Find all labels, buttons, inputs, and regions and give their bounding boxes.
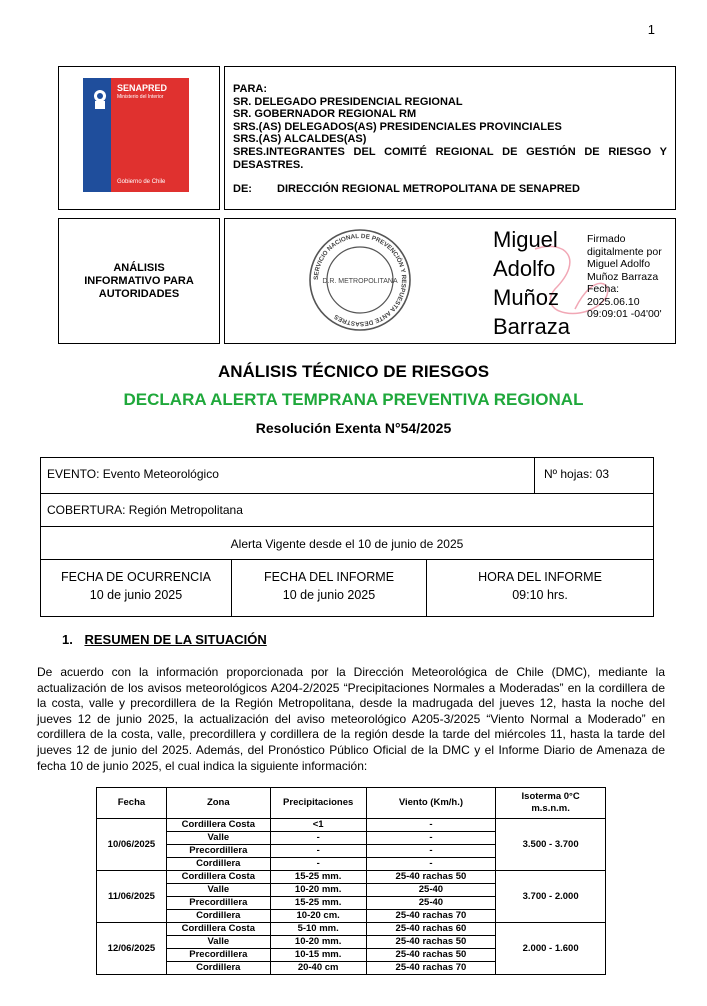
wind-cell: 25-40 rachas 50 [366, 949, 496, 962]
isotherm-cell: 3.700 - 2.000 [496, 871, 606, 923]
wind-cell: 25-40 rachas 60 [366, 923, 496, 936]
from-line [233, 183, 580, 196]
zone-cell: Precordillera [166, 949, 270, 962]
header-fecha: Fecha [97, 788, 167, 819]
stamp-center-text: D.R. METROPOLITANA [322, 278, 398, 285]
wind-cell: 25-40 [366, 897, 496, 910]
header-precipitaciones: Precipitaciones [270, 788, 366, 819]
precipitation-cell: 10-20 mm. [270, 936, 366, 949]
page-number: 1 [647, 22, 655, 37]
table-header-row [97, 788, 606, 819]
recipient-line: SRES.INTEGRANTES DEL COMITÉ REGIONAL DE GESTIÓN DE RIESGO Y DESASTRES. [233, 145, 667, 171]
wind-cell: - [366, 832, 496, 845]
zone-cell: Cordillera Costa [166, 923, 270, 936]
header-viento: Viento (Km/h.) [366, 788, 496, 819]
from-value: DIRECCIÓN REGIONAL METROPOLITANA DE SENAPRED [277, 183, 580, 195]
isotherm-cell: 2.000 - 1.600 [496, 923, 606, 975]
official-stamp-icon [307, 223, 413, 337]
wind-cell: - [366, 819, 496, 832]
zone-cell: Precordillera [166, 897, 270, 910]
recipient-line: SRS.(AS) DELEGADOS(AS) PRESIDENCIALES PROVINCIALES [233, 120, 562, 133]
precipitation-cell: 5-10 mm. [270, 923, 366, 936]
forecast-table [96, 787, 606, 975]
date-cell: 10/06/2025 [97, 819, 167, 871]
wind-cell: - [366, 845, 496, 858]
zone-cell: Cordillera [166, 910, 270, 923]
section-number: 1. [62, 632, 73, 647]
precipitation-cell: - [270, 845, 366, 858]
wind-cell: - [366, 858, 496, 871]
event-type: EVENTO: Evento Meteorológico [47, 467, 219, 481]
recipient-line: SR. GOBERNADOR REGIONAL RM [233, 108, 417, 121]
event-info-table [40, 457, 654, 617]
recipient-line: SR. DELEGADO PRESIDENCIAL REGIONAL [233, 95, 463, 108]
section-title: RESUMEN DE LA SITUACIÓN [84, 632, 267, 647]
coverage-row [41, 494, 653, 527]
signature-details: Firmado digitalmente por Miguel Adolfo Muñoz Barraza Fecha: 2025.06.10 09:09:01 -04'00' [587, 233, 662, 320]
zone-cell: Cordillera [166, 858, 270, 871]
situation-summary: De acuerdo con la información proporcionada por la Dirección Meteorológica de Chile (DMC), mediante la actualización de los avisos meteorológicos A204-2/2025 “Precipitaciones Normales a Moderadas” en la cordillera de la costa, valle y precordillera de la Región Metropolitana, desde la madrugada del jueves 12, hasta la noche del jueves 12 de junio 2025, la actualización del aviso meteorológico A205-3/2025 “Viento Normal a Moderado” en cordillera de la costa, valle, precordillera y cordillera de la región desde la tarde del miércoles 11, hasta la tarde del jueves 12 de junio del 2025. Además, del Pronóstico Público Oficial de la DMC y el Informe Diario de Amenaza de fecha 10 de junio 2025, el cual indica la siguiente información: [37, 665, 665, 773]
logo-government: Gobierno de Chile [117, 179, 166, 185]
section-heading [62, 632, 267, 647]
report-time-cell: HORA DEL INFORME 09:10 hrs. [478, 570, 602, 602]
wind-cell: 25-40 rachas 70 [366, 910, 496, 923]
table-row [97, 923, 606, 936]
logo-brand: SENAPRED [117, 83, 168, 93]
precipitation-cell: 15-25 mm. [270, 897, 366, 910]
date-cell: 11/06/2025 [97, 871, 167, 923]
header-zona: Zona [166, 788, 270, 819]
resolution-number: Resolución Exenta N°54/2025 [255, 420, 452, 436]
precipitation-cell: 20-40 cm [270, 962, 366, 975]
precipitation-cell: 10-20 mm. [270, 884, 366, 897]
report-type-box [58, 218, 220, 344]
validity-row [41, 527, 653, 560]
dates-row [41, 560, 653, 616]
zone-cell: Cordillera Costa [166, 871, 270, 884]
recipient-line: SRS.(AS) ALCALDES(AS) [233, 133, 367, 146]
zone-cell: Valle [166, 936, 270, 949]
precipitation-cell: - [270, 858, 366, 871]
svg-text:SERVICIO NACIONAL DE PREVENCIÓ: SERVICIO NACIONAL DE PREVENCIÓN Y RESPUESTA ANTE DESASTRES [312, 232, 408, 328]
table-row [97, 819, 606, 832]
zone-cell: Cordillera [166, 962, 270, 975]
wind-cell: 25-40 rachas 50 [366, 871, 496, 884]
wind-cell: 25-40 [366, 884, 496, 897]
report-date-cell: FECHA DEL INFORME 10 de junio 2025 [263, 570, 395, 602]
zone-cell: Valle [166, 884, 270, 897]
senapred-logo-box [58, 66, 220, 210]
stamp-signature-box [224, 218, 676, 344]
alert-validity: Alerta Vigente desde el 10 de junio de 2025 [230, 537, 464, 551]
isotherm-cell: 3.500 - 3.700 [496, 819, 606, 871]
recipient-line: PARA: [233, 83, 268, 95]
signer-name: Miguel Adolfo Muñoz Barraza [493, 227, 571, 339]
precipitation-cell: 10-15 mm. [270, 949, 366, 962]
recipients-box [224, 66, 676, 210]
document-title: ANÁLISIS TÉCNICO DE RIESGOS [217, 362, 490, 381]
zone-cell: Valle [166, 832, 270, 845]
occurrence-date-cell: FECHA DE OCURRENCIA 10 de junio 2025 [60, 570, 212, 602]
from-label: DE: [233, 183, 252, 195]
event-row [41, 458, 653, 494]
coverage: COBERTURA: Región Metropolitana [47, 503, 243, 517]
precipitation-cell: 15-25 mm. [270, 871, 366, 884]
precipitation-cell: - [270, 832, 366, 845]
header-isoterma: Isoterma 0°C m.s.n.m. [496, 788, 606, 819]
zone-cell: Precordillera [166, 845, 270, 858]
precipitation-cell: 10-20 cm. [270, 910, 366, 923]
wind-cell: 25-40 rachas 50 [366, 936, 496, 949]
date-cell: 12/06/2025 [97, 923, 167, 975]
logo-ministry: Ministerio del Interior [117, 94, 164, 100]
alert-title: DECLARA ALERTA TEMPRANA PREVENTIVA REGIONAL [123, 390, 584, 409]
report-type-label: ANÁLISIS INFORMATIVO PARA AUTORIDADES [84, 261, 194, 300]
sheet-count: Nº hojas: 03 [544, 467, 610, 481]
table-row [97, 871, 606, 884]
zone-cell: Cordillera Costa [166, 819, 270, 832]
wind-cell: 25-40 rachas 70 [366, 962, 496, 975]
coat-of-arms-icon [89, 87, 111, 111]
precipitation-cell: <1 [270, 819, 366, 832]
divider [534, 458, 535, 493]
